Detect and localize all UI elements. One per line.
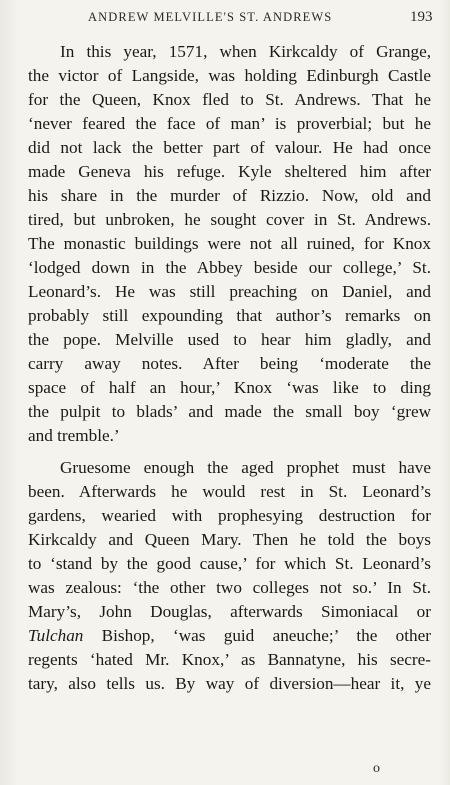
text-line: ‘never feared the face of man’ is proverbial; but he [28,114,431,133]
text-line: Gruesome enough the aged prophet must have [60,458,431,477]
text-line: tary, also tells us. By way of diversion—hear it, ye [28,674,431,693]
text-line: the pope. Melville used to hear him gladly, and [28,330,431,349]
page-number: 193 [410,9,433,25]
text-line: and tremble.’ [28,426,120,445]
text-line: Tulchan Bishop, ‘was guid aneuche;’ the other [28,626,431,645]
text-line: his share in the murder of Rizzio. Now, old and [28,186,431,205]
text-line: ‘lodged down in the Abbey beside our college,’ St. [28,258,431,277]
text-line: carry away notes. After being ‘moderate the [28,354,431,373]
text-line: tired, but unbroken, he sought cover in St. Andrews. [28,210,431,229]
running-head: ANDREW MELVILLE'S ST. ANDREWS [88,10,333,24]
text-line: gardens, wearied with prophesying destruction for [28,506,431,525]
text-line: the victor of Langside, was holding Edinburgh Castle [28,66,431,85]
text-line: did not lack the better part of valour. He had once [28,138,431,157]
text-line: been. Afterwards he would rest in St. Leonard’s [28,482,431,501]
text-line: The monastic buildings were not all ruined, for Knox [28,234,431,253]
text-line: was zealous: ‘the other two colleges not so.’ In St. [28,578,431,597]
text-line: Mary’s, John Douglas, afterwards Simoniacal or [28,602,431,621]
text-line: made Geneva his refuge. Kyle sheltered him after [28,162,431,181]
text-line: for the Queen, Knox fled to St. Andrews. That he [28,90,431,109]
text-line: space of half an hour,’ Knox ‘was like to ding [28,378,431,397]
text-line: Kirkcaldy and Queen Mary. Then he told the boys [28,530,431,549]
text-line: In this year, 1571, when Kirkcaldy of Grange, [60,42,431,61]
text-line: to ‘stand by the good cause,’ for which St. Leonard’s [28,554,431,573]
paragraph-2 [28,456,431,696]
text-line: Leonard’s. He was still preaching on Daniel, and [28,282,431,301]
text-line: regents ‘hated Mr. Knox,’ as Bannatyne, his secre- [28,650,431,669]
body-text [28,40,431,696]
text-line: probably still expounding that author’s remarks on [28,306,431,325]
signature-mark: o [373,761,380,776]
paragraph-1 [28,40,431,448]
text-line: the pulpit to blads’ and made the small boy ‘grew [28,402,431,421]
